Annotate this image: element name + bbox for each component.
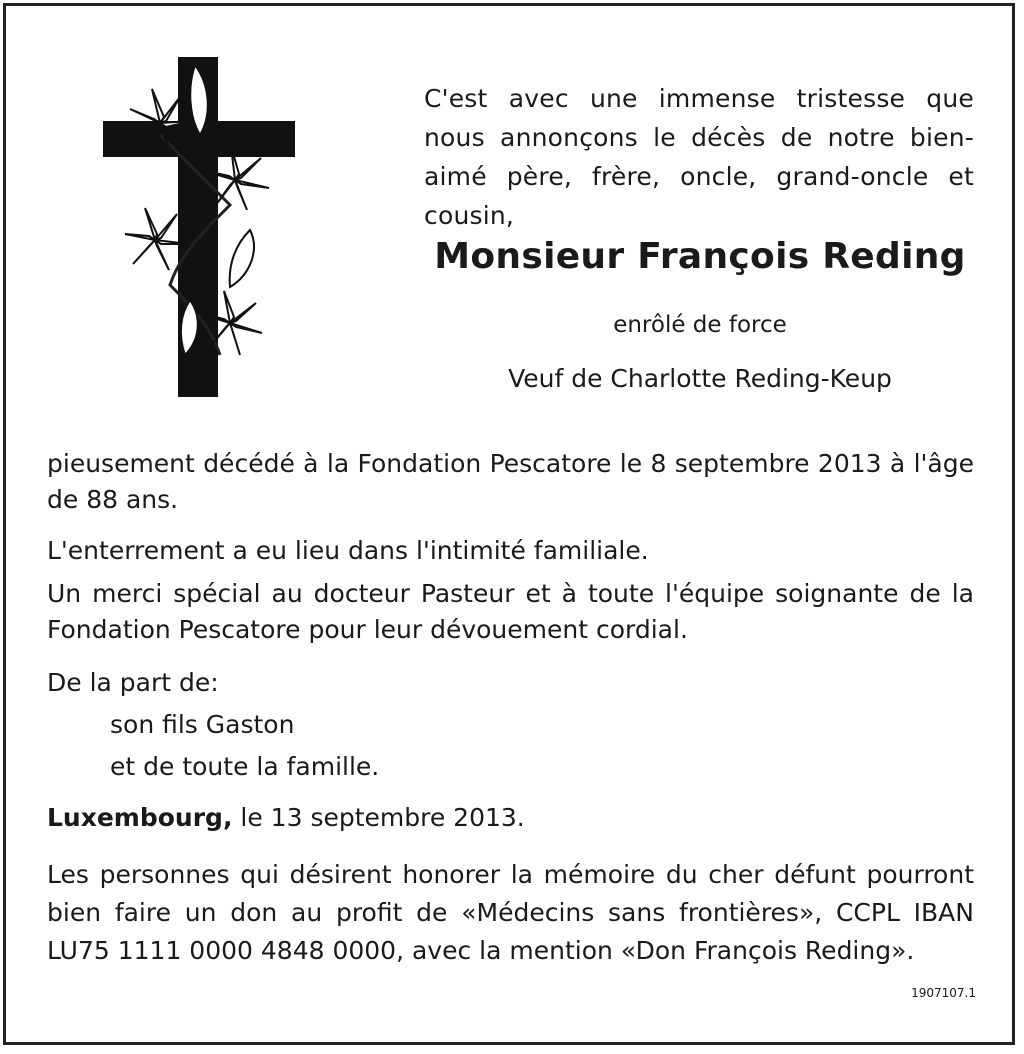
thanks-paragraph: Un merci spécial au docteur Pasteur et à toute l'équipe soignante de la Fondation Pescatore pour leur dévouement cordial.	[47, 579, 974, 644]
place-date-line	[47, 800, 974, 836]
deceased-name: Monsieur François Reding	[434, 236, 966, 277]
intro-paragraph: C'est avec une immense tristesse que nous annonçons le décès de notre bien-aimé père, frère, oncle, grand-oncle et cousin,	[424, 84, 974, 230]
death-paragraph: pieusement décédé à la Fondation Pescatore le 8 septembre 2013 à l'âge de 88 ans.	[47, 449, 974, 514]
family-line: et de toute la famille.	[110, 752, 380, 781]
family-line: son fils Gaston	[110, 710, 295, 739]
cross-with-lilies-icon	[100, 55, 300, 400]
place: Luxembourg,	[47, 803, 233, 832]
subtitle-enrolled: enrôlé de force	[613, 312, 787, 338]
donation-paragraph: Les personnes qui désirent honorer la mémoire du cher défunt pourront bien faire un don au profit de «Médecins sans frontières», CCPL IBAN LU75 1111 0000 4848 0000, avec la mention «Don François Reding».	[47, 860, 974, 965]
burial-paragraph: L'enterrement a eu lieu dans l'intimité familiale.	[47, 536, 649, 565]
date: le 13 septembre 2013.	[240, 803, 525, 832]
from-label: De la part de:	[47, 668, 219, 697]
widow-line: Veuf de Charlotte Reding-Keup	[508, 364, 892, 393]
reference-number: 1907107.1	[911, 986, 976, 1000]
